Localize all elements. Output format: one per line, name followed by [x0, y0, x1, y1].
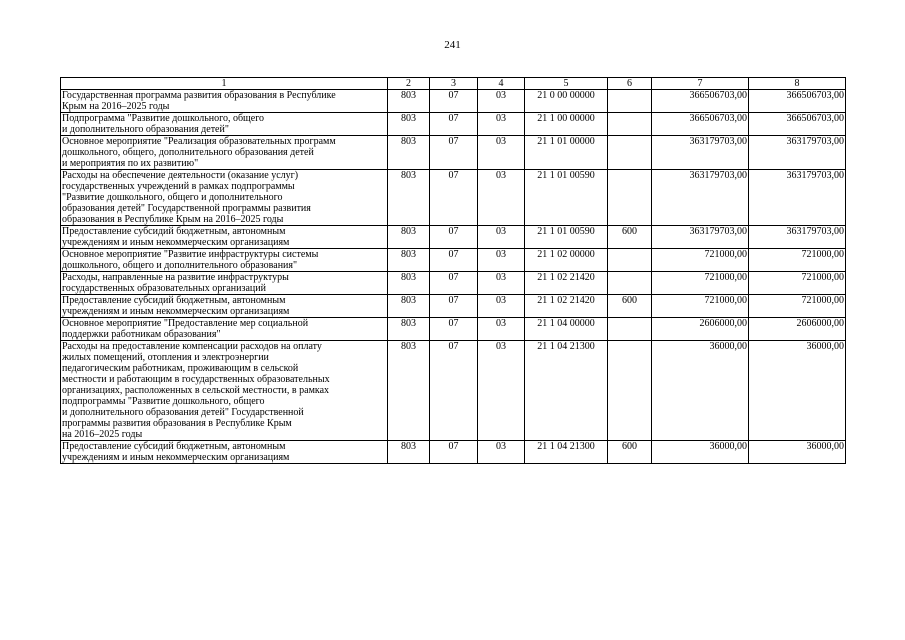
column-header: 4 [478, 78, 525, 90]
subsection-code-cell: 03 [478, 170, 525, 226]
sum-2021-cell: 366506703,00 [652, 90, 749, 113]
section-code-cell: 07 [430, 113, 478, 136]
row-name-cell: Предоставление субсидий бюджетным, автономным учреждениям и иным некоммерческим организациям [61, 226, 388, 249]
section-code-cell: 07 [430, 249, 478, 272]
target-code-cell: 21 1 02 00000 [525, 249, 608, 272]
admin-code-cell: 803 [388, 90, 430, 113]
column-header: 3 [430, 78, 478, 90]
admin-code-cell: 803 [388, 113, 430, 136]
subsection-code-cell: 03 [478, 136, 525, 170]
sum-2021-cell: 721000,00 [652, 295, 749, 318]
target-code-cell: 21 1 04 21300 [525, 441, 608, 464]
table-row [61, 295, 846, 318]
sum-2021-cell: 36000,00 [652, 441, 749, 464]
table-row [61, 226, 846, 249]
section-code-cell: 07 [430, 170, 478, 226]
row-name-cell: Государственная программа развития образования в Республике Крым на 2016–2025 годы [61, 90, 388, 113]
admin-code-cell: 803 [388, 272, 430, 295]
table-row [61, 136, 846, 170]
sum-2022-cell: 721000,00 [749, 295, 846, 318]
expense-type-code-cell [608, 341, 652, 441]
row-name-cell: Основное мероприятие "Реализация образовательных программ дошкольного, общего, дополнительного образования детей и мероприятия по их развитию" [61, 136, 388, 170]
subsection-code-cell: 03 [478, 272, 525, 295]
target-code-cell: 21 1 01 00590 [525, 226, 608, 249]
table-row [61, 318, 846, 341]
sum-2022-cell: 721000,00 [749, 249, 846, 272]
sum-2022-cell: 36000,00 [749, 341, 846, 441]
admin-code-cell: 803 [388, 136, 430, 170]
row-name-cell: Подпрограмма "Развитие дошкольного, общего и дополнительного образования детей" [61, 113, 388, 136]
table-row [61, 170, 846, 226]
expense-type-code-cell [608, 170, 652, 226]
target-code-cell: 21 1 01 00590 [525, 170, 608, 226]
column-header: 7 [652, 78, 749, 90]
column-header: 5 [525, 78, 608, 90]
sum-2022-cell: 366506703,00 [749, 113, 846, 136]
row-name-cell: Предоставление субсидий бюджетным, автономным учреждениям и иным некоммерческим организациям [61, 295, 388, 318]
section-code-cell: 07 [430, 441, 478, 464]
subsection-code-cell: 03 [478, 295, 525, 318]
row-name-cell: Основное мероприятие "Предоставление мер социальной поддержки работникам образования" [61, 318, 388, 341]
section-code-cell: 07 [430, 226, 478, 249]
sum-2022-cell: 721000,00 [749, 272, 846, 295]
sum-2021-cell: 366506703,00 [652, 113, 749, 136]
section-code-cell: 07 [430, 318, 478, 341]
subsection-code-cell: 03 [478, 226, 525, 249]
budget-table [60, 77, 846, 464]
section-code-cell: 07 [430, 90, 478, 113]
column-header: 6 [608, 78, 652, 90]
target-code-cell: 21 1 02 21420 [525, 272, 608, 295]
section-code-cell: 07 [430, 136, 478, 170]
expense-type-code-cell: 600 [608, 441, 652, 464]
expense-type-code-cell [608, 318, 652, 341]
table-row [61, 249, 846, 272]
sum-2021-cell: 36000,00 [652, 341, 749, 441]
sum-2022-cell: 363179703,00 [749, 136, 846, 170]
admin-code-cell: 803 [388, 441, 430, 464]
page-number: 241 [444, 39, 461, 51]
subsection-code-cell: 03 [478, 441, 525, 464]
row-name-cell: Расходы на предоставление компенсации расходов на оплату жилых помещений, отопления и электроэнергии педагогическим работникам, проживающим в сельской местности и работающим в государственных образовательных организациях, расположенных в сельской местности, в рамках подпрограммы "Развитие дошкольного, общего и дополнительного образования детей" Государственной программы развития образования в Республике Крым на 2016–2025 годы [61, 341, 388, 441]
table-row [61, 341, 846, 441]
target-code-cell: 21 1 04 21300 [525, 341, 608, 441]
section-code-cell: 07 [430, 272, 478, 295]
sum-2021-cell: 363179703,00 [652, 226, 749, 249]
expense-type-code-cell [608, 136, 652, 170]
sum-2021-cell: 721000,00 [652, 272, 749, 295]
sum-2021-cell: 721000,00 [652, 249, 749, 272]
sum-2021-cell: 363179703,00 [652, 170, 749, 226]
row-name-cell: Расходы на обеспечение деятельности (оказание услуг) государственных учреждений в рамках подпрограммы "Развитие дошкольного, общего и дополнительного образования детей" Государственной программы развития образования в Республике Крым на 2016–2025 годы [61, 170, 388, 226]
sum-2022-cell: 2606000,00 [749, 318, 846, 341]
section-code-cell: 07 [430, 295, 478, 318]
admin-code-cell: 803 [388, 341, 430, 441]
expense-type-code-cell: 600 [608, 295, 652, 318]
row-name-cell: Основное мероприятие "Развитие инфраструктуры системы дошкольного, общего и дополнительного образования" [61, 249, 388, 272]
target-code-cell: 21 0 00 00000 [525, 90, 608, 113]
sum-2022-cell: 363179703,00 [749, 226, 846, 249]
table-header [61, 78, 846, 90]
expense-type-code-cell [608, 249, 652, 272]
target-code-cell: 21 1 00 00000 [525, 113, 608, 136]
column-header: 1 [61, 78, 388, 90]
subsection-code-cell: 03 [478, 249, 525, 272]
admin-code-cell: 803 [388, 249, 430, 272]
table-body [61, 90, 846, 464]
subsection-code-cell: 03 [478, 318, 525, 341]
row-name-cell: Предоставление субсидий бюджетным, автономным учреждениям и иным некоммерческим организациям [61, 441, 388, 464]
expense-type-code-cell [608, 272, 652, 295]
section-code-cell: 07 [430, 341, 478, 441]
sum-2022-cell: 36000,00 [749, 441, 846, 464]
expense-type-code-cell [608, 90, 652, 113]
admin-code-cell: 803 [388, 318, 430, 341]
admin-code-cell: 803 [388, 170, 430, 226]
sum-2021-cell: 2606000,00 [652, 318, 749, 341]
column-header: 8 [749, 78, 846, 90]
subsection-code-cell: 03 [478, 90, 525, 113]
table-row [61, 113, 846, 136]
header-row [61, 78, 846, 90]
target-code-cell: 21 1 01 00000 [525, 136, 608, 170]
expense-type-code-cell [608, 113, 652, 136]
row-name-cell: Расходы, направленные на развитие инфраструктуры государственных образовательных организаций [61, 272, 388, 295]
table-row [61, 441, 846, 464]
subsection-code-cell: 03 [478, 341, 525, 441]
target-code-cell: 21 1 02 21420 [525, 295, 608, 318]
column-header: 2 [388, 78, 430, 90]
subsection-code-cell: 03 [478, 113, 525, 136]
table-row [61, 272, 846, 295]
table-row [61, 90, 846, 113]
target-code-cell: 21 1 04 00000 [525, 318, 608, 341]
sum-2021-cell: 363179703,00 [652, 136, 749, 170]
admin-code-cell: 803 [388, 226, 430, 249]
admin-code-cell: 803 [388, 295, 430, 318]
sum-2022-cell: 363179703,00 [749, 170, 846, 226]
expense-type-code-cell: 600 [608, 226, 652, 249]
sum-2022-cell: 366506703,00 [749, 90, 846, 113]
